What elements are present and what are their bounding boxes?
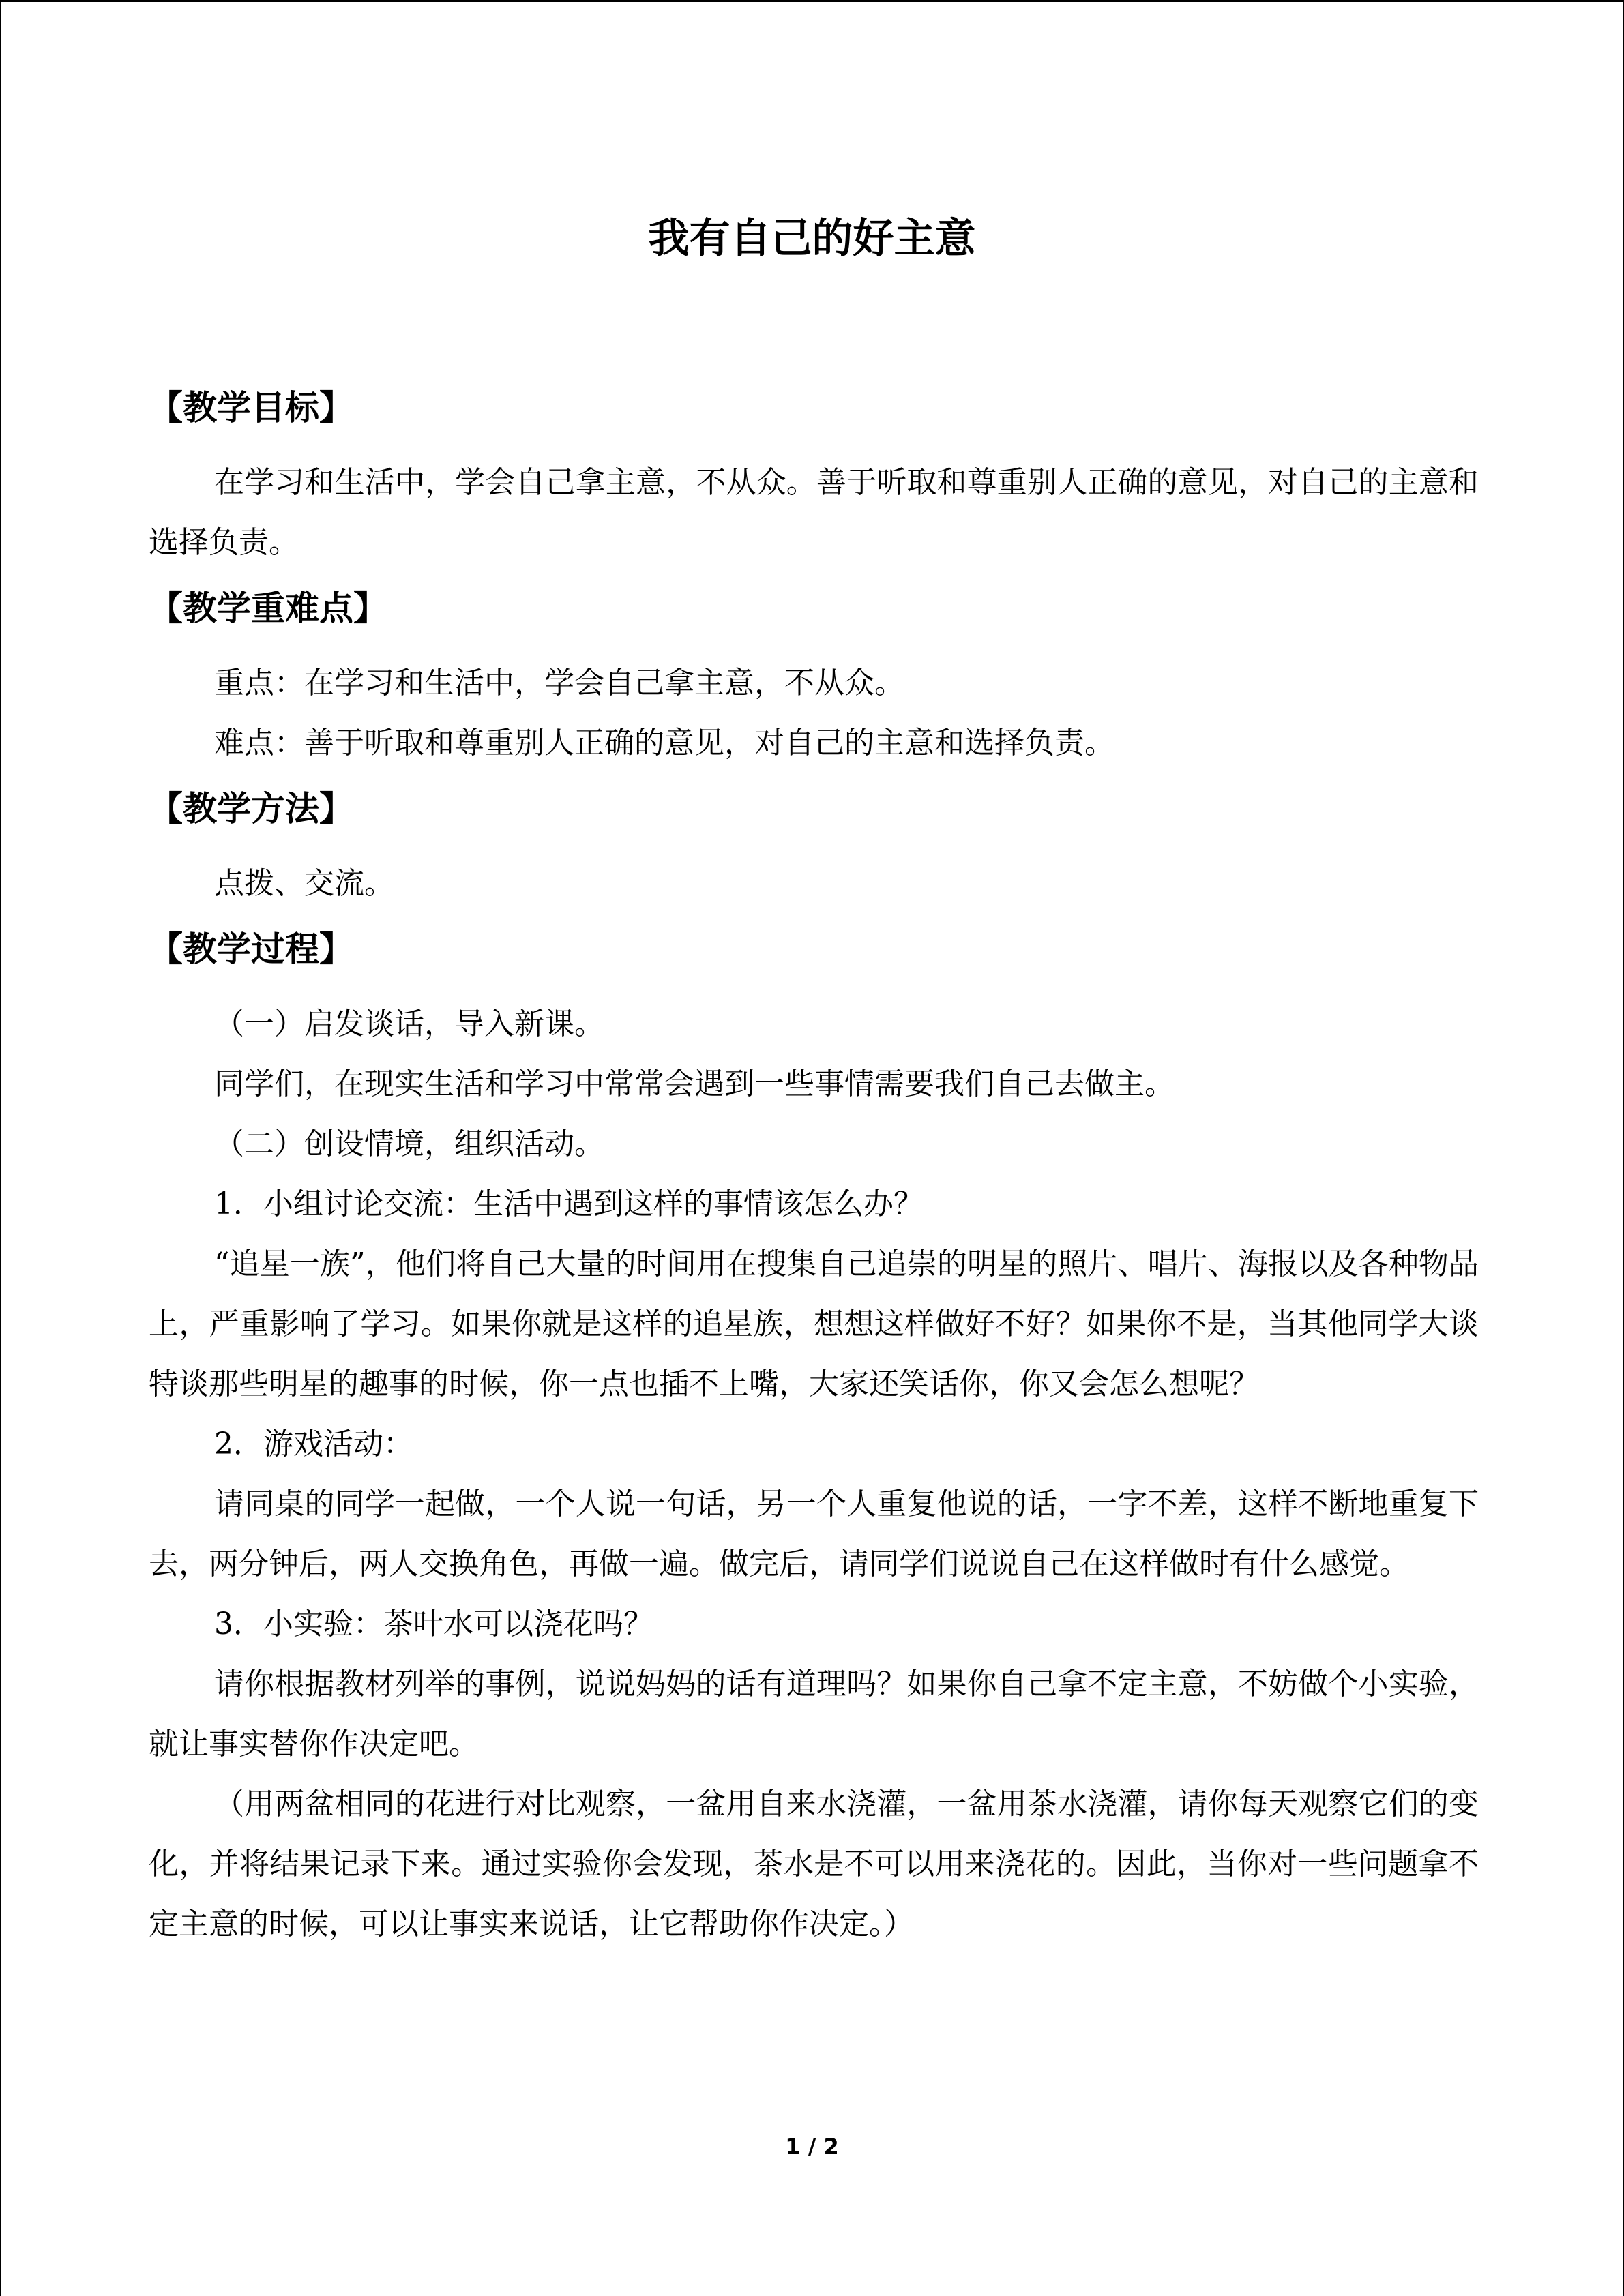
activity-3-title: 3．小实验：茶叶水可以浇花吗？ [214, 1607, 653, 1641]
activity-3-paragraph: 请你根据教材列举的事例，说说妈妈的话有道理吗？如果你自己拿不定主意，不妨做个小实验，就让事实替你作决定吧。 [149, 1667, 1479, 1761]
activity-3-note: （用两盆相同的花进行对比观察，一盆用自来水浇灌，一盆用茶水浇灌，请你每天观察它们的变化，并将结果记录下来。通过实验你会发现，茶水是不可以用来浇花的。因此，当你对一些问题拿不定主意的时候，可以让事实来说话，让它帮助你作决定。） [149, 1787, 1479, 1941]
methods-paragraph: 点拨、交流。 [214, 866, 394, 901]
activity-1-paragraph: “追星一族”，他们将自己大量的时间用在搜集自己追崇的明星的照片、唱片、海报以及各种物品上，严重影响了学习。如果你就是这样的追星族，想想这样做好不好？如果你不是，当其他同学大谈特谈那些明星的趣事的时候，你一点也插不上嘴，大家还笑话你，你又会怎么想呢？ [149, 1247, 1479, 1401]
activity-1-title: 1．小组讨论交流：生活中遇到这样的事情该怎么办？ [214, 1187, 924, 1221]
document-body [149, 382, 1479, 1954]
page-number: 1 / 2 [785, 2134, 839, 2160]
heading-methods: 【教学方法】 [149, 789, 353, 829]
key-point-paragraph: 重点：在学习和生活中，学会自己拿主意，不从众。 [214, 666, 904, 700]
objectives-paragraph: 在学习和生活中，学会自己拿主意，不从众。善于听取和尊重别人正确的意见，对自己的主意和选择负责。 [149, 465, 1479, 560]
heading-key-points: 【教学重难点】 [149, 588, 387, 628]
process-intro-paragraph: 同学们，在现实生活和学习中常常会遇到一些事情需要我们自己去做主。 [214, 1067, 1175, 1101]
heading-objectives: 【教学目标】 [149, 388, 353, 428]
difficult-point-paragraph: 难点：善于听取和尊重别人正确的意见，对自己的主意和选择负责。 [214, 726, 1114, 760]
process-step-2: （二）创设情境，组织活动。 [214, 1127, 604, 1161]
activity-2-paragraph: 请同桌的同学一起做，一个人说一句话，另一个人重复他说的话，一字不差，这样不断地重复下去，两分钟后，两人交换角色，再做一遍。做完后，请同学们说说自己在这样做时有什么感觉。 [149, 1487, 1479, 1581]
heading-process: 【教学过程】 [149, 929, 353, 969]
activity-2-title: 2．游戏活动： [214, 1427, 413, 1461]
document-title: 我有自己的好主意 [648, 215, 976, 263]
process-step-1: （一）启发谈话，导入新课。 [214, 1007, 604, 1041]
